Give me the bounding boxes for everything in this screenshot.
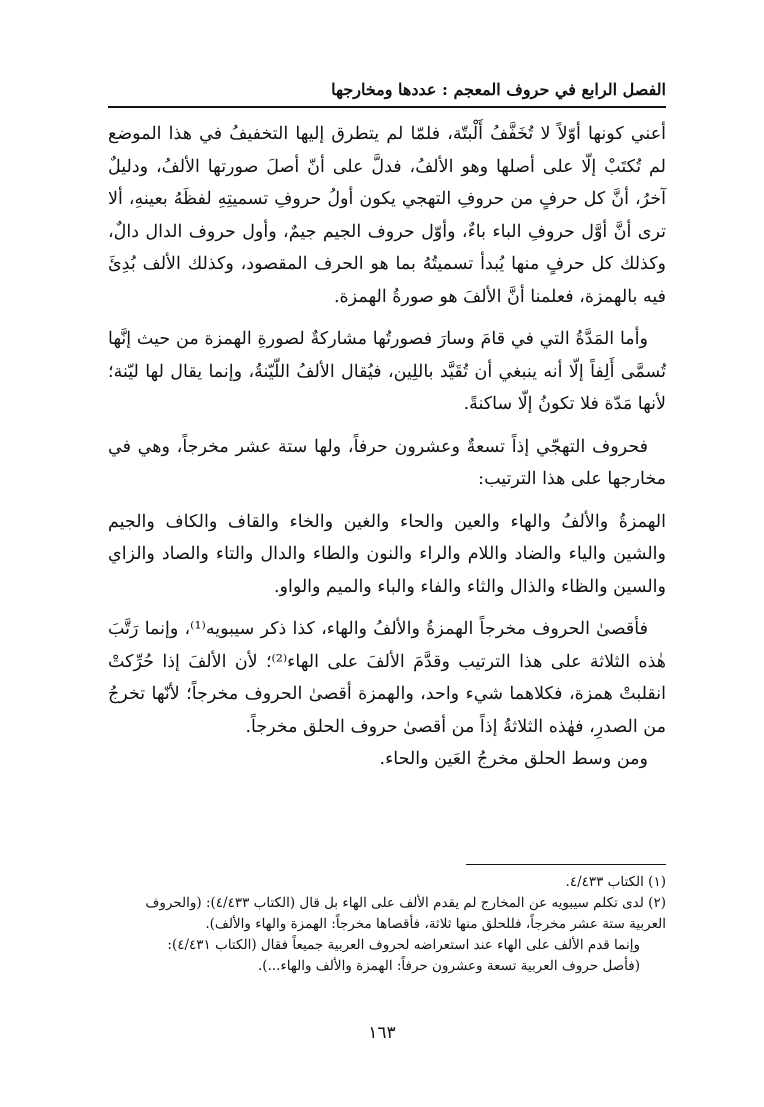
paragraph-3: فحروف التهجّي إذاً تسعةٌ وعشرون حرفاً، ولها ستة عشر مخرجاً، وهي في مخارجها على هذا الترتيب: xyxy=(108,436,666,489)
footnote-2-quote: (فأصل حروف العربية تسعة وعشرون حرفاً: الهمزة والألف والهاء...). xyxy=(258,958,640,974)
paragraph-5: فأقصىٰ الحروف مخرجاً الهمزةُ والألفُ والهاء، كذا ذكر سيبويه⁽¹⁾، وإنما رَتَّبَ هٰذه الثلاثة على هذا الترتيب وقدَّمَ الألفَ على الهاء⁽²⁾؛ لأن الألفَ إذا حُرِّكتْ انقلبتْ همزة، فكلاهما شيء واحد، والهمزة أقصىٰ الحروف مخرجاً؛ لأنّها تخرجُ من الصدرِ، فهٰذه الثلاثةُ إذاً من أقصىٰ حروف الحلق مخرجاً. xyxy=(108,619,666,737)
paragraph-1: أعني كونها أوّلاً لا تُخَفَّفُ أَلْبتّة، فلمّا لم يتطرق إليها التخفيفُ في هذا الموضع لم تُكتَبْ إلّا على أصلها وهو الألفُ، فدلَّ على أنّ أصلَ صورتها الألفُ، ودليلٌ آخرُ، أنَّ كل حرفٍ من حروفِ التهجي يكون أولُ حروفِ تسميتِهِ لفظَهُ بعينهِ، ألا ترى أنَّ أوَّل حروفِ الباء باءٌ، وأوّل حروف الجيم جيمٌ، وأول حروف الدال دالٌ، وكذلك كل حرفٍ منها يُبدأ تسميتُهُ بما هو الحرف المقصود، وكذلك الألف بُدِئَ فيه بالهمزة، فعلمنا أنَّ الألفَ هو صورةُ الهمزة. xyxy=(108,124,666,307)
footnote-1: (١) الكتاب ٤/٤٣٣. xyxy=(565,874,666,890)
body-text xyxy=(108,118,666,776)
paragraph-4: الهمزةُ والألفُ والهاء والعين والحاء والغين والخاء والقاف والكاف والجيم والشين والياء والضاد واللام والراء والنون والطاء والدال والتاء والصاد والزاي والسين والظاء والذال والثاء والفاء والباء والميم والواو. xyxy=(108,511,666,597)
header-rule xyxy=(108,106,666,108)
paragraph-2: وأما المَدَّةُ التي في قامَ وسارَ فصورتُها مشاركةٌ لصورةِ الهمزة من حيث إنَّها تُسمَّى أَلِفاً إلّا أنه ينبغي أن تُقَيَّد باللِين، فيُقال الألفُ اللّيّنةُ، وإنما يقال لها ليّنة؛ لأنها مَدّة فلا تكونُ إلّا ساكنةً. xyxy=(108,329,666,414)
footnote-rule xyxy=(466,864,666,865)
footnote-2: (٢) لدى تكلم سيبويه عن المخارج لم يقدم الألف على الهاء بل قال (الكتاب ٤/٤٣٣): (والحروف العربية ستة عشر مخرجاً، فللحلق منها ثلاثة، فأقصاها مخرجاً: الهمزة والهاء والألف). xyxy=(145,895,666,932)
footnotes xyxy=(108,872,666,977)
footnote-2-continuation: وإنما قدم الألف على الهاء عند استعراضه لحروف العربية جميعاً فقال (الكتاب ٤/٤٣١): xyxy=(167,937,640,953)
page-number: ١٦٣ xyxy=(368,1023,396,1043)
paragraph-6: ومن وسط الحلق مخرجُ العَين والحاء. xyxy=(379,749,648,769)
running-header: الفصل الرابع في حروف المعجم : عددها ومخارجها xyxy=(331,80,666,99)
